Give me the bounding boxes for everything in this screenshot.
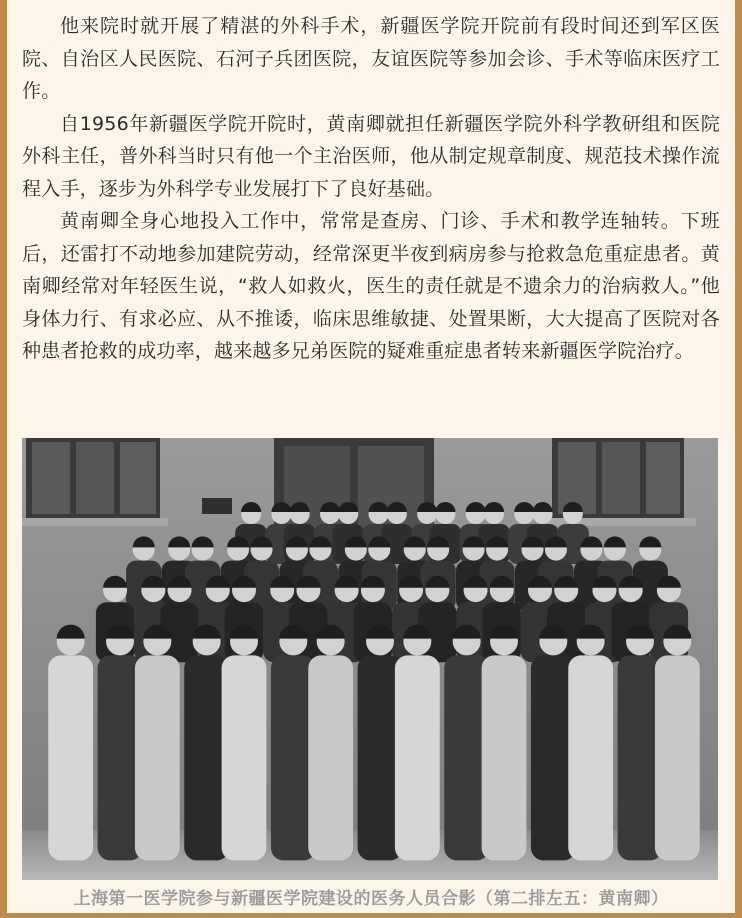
photo-caption: 上海第一医学院参与新疆医学院建设的医务人员合影（第二排左五：黄南卿）	[73, 889, 669, 909]
person	[135, 625, 180, 861]
right-border	[735, 0, 742, 918]
paragraph-3: 黄南卿全身心地投入工作中，常常是查房、门诊、手术和教学连轴转。下班后，还雷打不动地参加建院劳动，经常深更半夜到病房参与抢救急危重症患者。黄南卿经常对年轻医生说，“救人如救火，医生的责任就是不遗余力的治病救人。”他身体力行、有求必应、从不推诿，临床思维敏捷、处置果断，大大提高了医院对各种患者抢救的成功率，越来越多兄弟医院的疑难重症患者转来新疆医学院治疗。	[22, 210, 720, 362]
person	[48, 625, 93, 861]
person	[568, 625, 613, 861]
person	[222, 625, 267, 861]
group-photo	[22, 438, 718, 880]
paragraph-1: 他来院时就开展了精湛的外科手术，新疆医学院开院前有段时间还到军区医院、自治区人民医院、石河子兵团医院，友谊医院等参加会诊、手术等临床医疗工作。	[22, 15, 720, 102]
paragraph-2: 自1956年新疆医学院开院时，黄南卿就担任新疆医学院外科学教研组和医院外科主任，普外科当时只有他一个主治医师，他从制定规章制度、规范技术操作流程入手，逐步为外科学专业发展打下了良好基础。	[22, 112, 720, 200]
article-body	[22, 10, 720, 368]
bottom-border	[0, 913, 742, 918]
left-border	[0, 0, 7, 918]
group-photo-image	[22, 438, 718, 880]
left-window	[22, 438, 168, 526]
person	[482, 625, 527, 861]
person	[308, 625, 353, 861]
person	[395, 625, 440, 861]
person	[655, 625, 700, 861]
